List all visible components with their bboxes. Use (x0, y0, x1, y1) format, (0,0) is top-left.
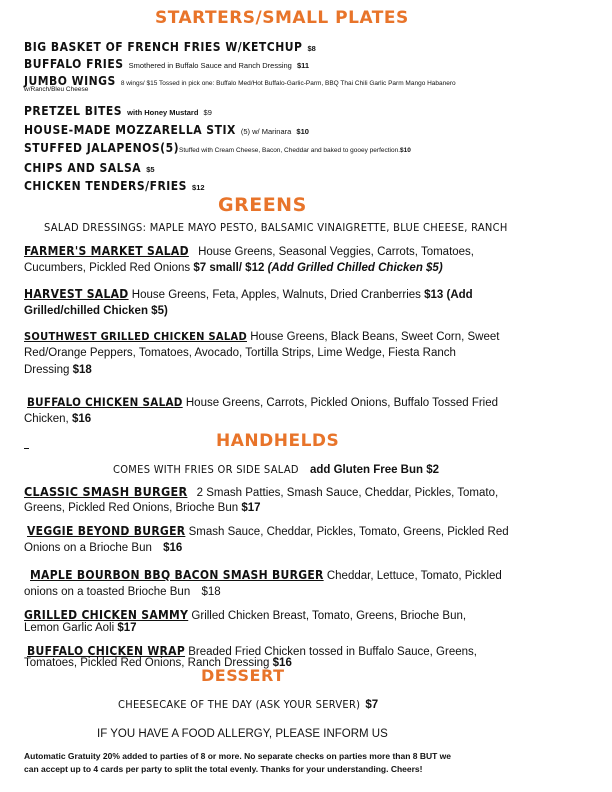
item-desc-cont (24, 540, 182, 557)
item-desc-cont: w/Ranch/Bleu Cheese (24, 86, 89, 93)
item-desc: Stuffed with Cream Cheese, Bacon, Cheddar and baked to gooey perfection. (179, 147, 401, 154)
menu-item (24, 119, 309, 138)
menu-item (24, 70, 456, 89)
item-price: $16 (71, 413, 92, 425)
item-name: MAPLE BOURBON BBQ BACON SMASH BURGER (30, 568, 324, 582)
item-price: $5 (146, 165, 155, 174)
item-desc: Lemon Garlic Aoli (24, 622, 115, 634)
item-name: BUFFALO CHICKEN WRAP (27, 644, 186, 658)
item-name: STUFFED JALAPENOS(5) (24, 141, 180, 155)
item-desc: with Honey Mustard (127, 108, 199, 117)
item-name: CLASSIC SMASH BURGER (24, 484, 188, 499)
item-name: GRILLED CHICKEN SAMMY (24, 608, 189, 622)
menu-item (24, 175, 205, 194)
gratuity-line-2: can accept up to 4 cards per party to split the total evenly. Thanks for your understanding. Cheers! (24, 764, 423, 774)
item-price: $7 small/ $12 (193, 262, 265, 274)
item-desc: 8 wings/ $15 Tossed in pick one: Buffalo Med/Hot Buffalo-Garlic-Parm, BBQ Thai Chili Garlic Parm Mango Habanero (120, 80, 456, 87)
item-name: PRETZEL BITES (24, 104, 123, 118)
menu-item (24, 137, 411, 156)
item-price: $11 (296, 61, 310, 70)
gratuity-notice (24, 750, 451, 776)
item-desc-cont (24, 411, 91, 428)
item-desc-cont (24, 584, 221, 601)
item-desc: (5) w/ Marinara (240, 127, 292, 136)
item-desc-cont (24, 260, 443, 277)
gluten-free-note: add Gluten Free Bun $2 (309, 464, 440, 476)
item-price: $8 (307, 44, 316, 53)
item-desc: Breaded Fried Chicken tossed in Buffalo Sauce, Greens, (188, 646, 477, 658)
item-addon: (Add Grilled Chilled Chicken $5) (267, 262, 443, 274)
gratuity-line-1: Automatic Gratuity 20% added to parties of 8 or more. No separate checks on parties more than 8 BUT we (24, 751, 452, 761)
item-desc: House Greens, Carrots, Pickled Onions, Buffalo Tossed Fried (185, 397, 499, 409)
item-desc: Onions on a Brioche Bun (24, 542, 152, 554)
item-desc: House Greens, Seasonal Veggies, Carrots, Tomatoes, (198, 246, 475, 258)
item-name: VEGGIE BEYOND BURGER (27, 524, 186, 538)
item-price: $12 (192, 183, 205, 192)
menu-item (24, 100, 212, 119)
menu-item (118, 693, 378, 714)
item-price: $16 (272, 657, 292, 669)
item-desc: Dressing (24, 364, 70, 376)
dessert-heading: DESSERT (201, 666, 285, 685)
item-name: BIG BASKET OF FRENCH FRIES W/KETCHUP (24, 40, 303, 54)
item-price: $17 (241, 502, 261, 514)
item-price: $9 (203, 108, 212, 117)
menu-item (27, 394, 498, 412)
item-desc: Greens, Pickled Red Onions, Brioche Bun (24, 502, 239, 514)
menu-item (24, 286, 473, 304)
item-price: $7 (365, 699, 379, 711)
item-desc: onions on a toasted Brioche Bun (24, 586, 191, 598)
starters-heading: STARTERS/SMALL PLATES (155, 8, 409, 28)
item-price: $18 (72, 364, 92, 376)
item-name: SOUTHWEST GRILLED CHICKEN SALAD (24, 330, 247, 343)
item-desc: Cheddar, Lettuce, Tomato, Pickled (326, 570, 502, 582)
item-price: $17 (117, 622, 137, 634)
menu-item (27, 523, 509, 541)
item-price: $18 (201, 586, 221, 598)
item-desc: House Greens, Feta, Apples, Walnuts, Dried Cranberries (131, 289, 421, 301)
greens-heading: GREENS (218, 194, 307, 216)
handhelds-note (113, 458, 439, 479)
item-desc: House Greens, Black Beans, Sweet Corn, Sweet (250, 331, 500, 343)
menu-item (24, 243, 474, 261)
allergy-notice: IF YOU HAVE A FOOD ALLERGY, PLEASE INFORM US (97, 728, 388, 740)
item-price: $16 (163, 542, 183, 554)
item-desc-cont: Red/Orange Peppers, Tomatoes, Avocado, Tortilla Strips, Lime Wedge, Fiesta Ranch (24, 347, 456, 359)
item-price: $13 (Add (424, 289, 473, 301)
item-desc-cont (24, 362, 92, 379)
handhelds-heading: HANDHELDS (216, 431, 340, 451)
item-desc: Smothered in Buffalo Sauce and Ranch Dressing (128, 61, 292, 70)
item-desc: Chicken, (24, 413, 69, 425)
item-name: JUMBO WINGS (24, 74, 116, 88)
menu-item (24, 328, 499, 346)
sides-note: COMES WITH FRIES OR SIDE SALAD (113, 463, 299, 476)
item-name: HOUSE-MADE MOZZARELLA STIX (24, 123, 236, 137)
item-name: CHEESECAKE OF THE DAY (ASK YOUR SERVER) (118, 698, 361, 711)
menu-item (24, 157, 155, 176)
salad-dressings: SALAD DRESSINGS: MAPLE MAYO PESTO, BALSAMIC VINAIGRETTE, BLUE CHEESE, RANCH (44, 221, 508, 234)
item-desc: 2 Smash Patties, Smash Sauce, Cheddar, Pickles, Tomato, (196, 487, 499, 499)
item-desc: Cucumbers, Pickled Red Onions (24, 262, 191, 274)
item-desc: Grilled Chicken Breast, Tomato, Greens, Brioche Bun, (191, 610, 467, 622)
item-desc-cont (24, 500, 261, 517)
item-name: BUFFALO CHICKEN SALAD (27, 395, 183, 409)
item-name: BUFFALO FRIES (24, 57, 124, 71)
item-name: FARMER'S MARKET SALAD (24, 244, 189, 258)
item-desc: Smash Sauce, Cheddar, Pickles, Tomato, Greens, Pickled Red (188, 526, 509, 538)
divider-mark (24, 448, 29, 449)
item-desc: Tomatoes, Pickled Red Onions, Ranch Dressing (24, 657, 270, 669)
item-desc-cont: Grilled/chilled Chicken $5) (24, 305, 168, 317)
item-name: HARVEST SALAD (24, 287, 129, 301)
item-name: CHICKEN TENDERS/FRIES (24, 179, 187, 193)
item-name: CHIPS AND SALSA (24, 161, 142, 175)
item-desc-cont (24, 620, 137, 637)
item-price: $10 (296, 127, 309, 136)
menu-item (30, 567, 502, 585)
item-price: $10 (400, 147, 411, 154)
